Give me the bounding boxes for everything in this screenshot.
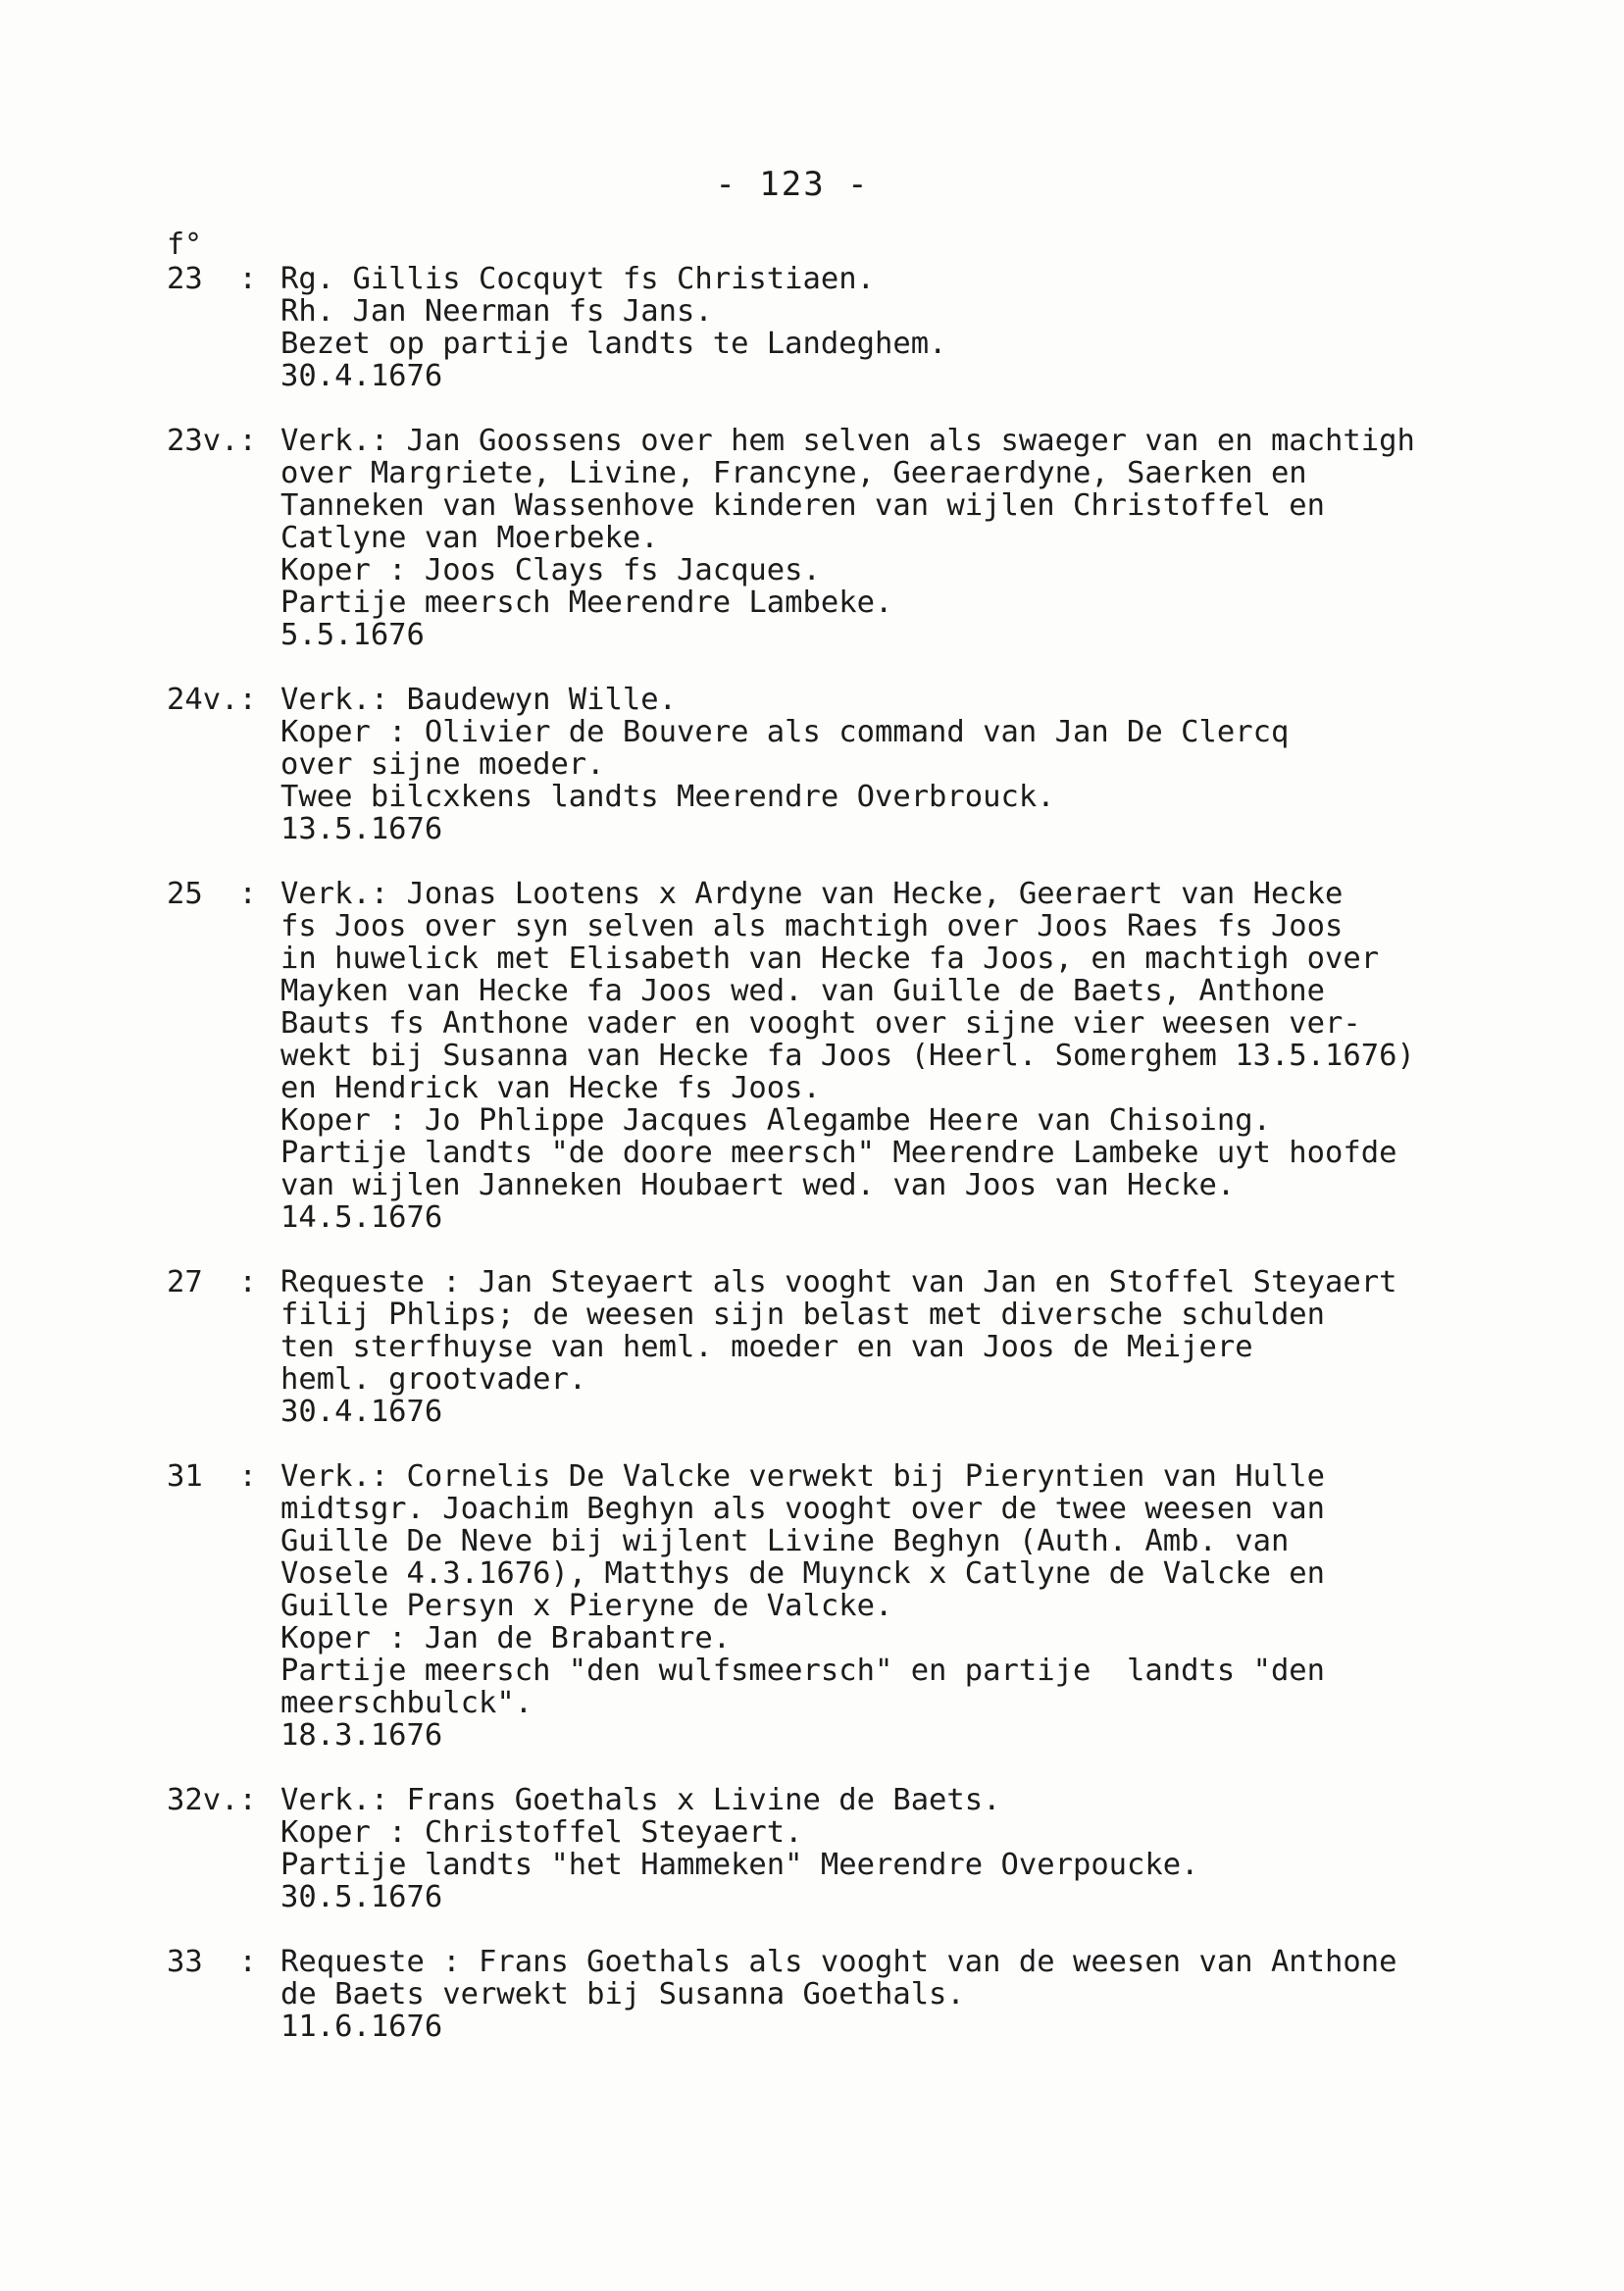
entry-folio-number: 33 : [167,1945,257,1979]
entry-body [280,1266,1546,1428]
entry-folio-number: 27 : [167,1265,257,1299]
register-entry [0,684,1624,845]
entry-text-line: Partije landts "het Hammeken" Meerendre Overpoucke. [280,1848,1199,1882]
register-entry [0,425,1624,651]
entry-text-line: Guille De Neve bij wijlent Livine Beghyn (Auth. Amb. van [280,1524,1290,1558]
entry-text-line: fs Joos over syn selven als machtigh over Joos Raes fs Joos [280,909,1344,943]
register-entry [0,1460,1624,1752]
register-entries [0,263,1624,2075]
entry-text-line: Requeste : Frans Goethals als vooght van de weesen van Anthone [280,1945,1397,1979]
entry-text-line: Mayken van Hecke fa Joos wed. van Guille de Baets, Anthone [280,974,1326,1008]
entry-body [280,425,1546,651]
entry-text-line: in huwelick met Elisabeth van Hecke fa Joos, en machtigh over [280,942,1380,976]
entry-text-line: de Baets verwekt bij Susanna Goethals. [280,1977,965,2011]
entry-text-line: wekt bij Susanna van Hecke fa Joos (Heerl. Somerghem 13.5.1676) [280,1039,1415,1073]
entry-text-line: Koper : Christoffel Steyaert. [280,1815,803,1850]
entry-text-line: Verk.: Baudewyn Wille. [280,683,677,717]
entry-body [280,1460,1546,1752]
register-entry [0,878,1624,1234]
entry-text-line: van wijlen Janneken Houbaert wed. van Joos van Hecke. [280,1168,1236,1202]
entry-text-line: over sijne moeder. [280,747,605,782]
entry-text-line: ten sterfhuyse van heml. moeder en van Joos de Meijere [280,1330,1253,1364]
entry-text-line: Partije meersch "den wulfsmeersch" en partije landts "den [280,1654,1326,1688]
entry-text-line: Bauts fs Anthone vader en vooght over sijne vier weesen ver- [280,1006,1361,1041]
entry-text-line: Twee bilcxkens landts Meerendre Overbrouck. [280,780,1055,814]
entry-text-line: Verk.: Frans Goethals x Livine de Baets. [280,1783,1001,1817]
entry-text-line: Verk.: Jan Goossens over hem selven als swaeger van en machtigh [280,424,1415,458]
entry-folio-number: 23 : [167,262,257,296]
entry-folio-number: 31 : [167,1459,257,1494]
entry-folio-number: 32v.: [167,1783,257,1817]
entry-text-line: Koper : Jo Phlippe Jacques Alegambe Heere van Chisoing. [280,1103,1271,1138]
entry-text-line: Verk.: Jonas Lootens x Ardyne van Hecke, Geeraert van Hecke [280,877,1344,911]
page-number: - 123 - [715,165,870,204]
entry-body [280,1946,1546,2043]
entry-text-line: Requeste : Jan Steyaert als vooght van Jan en Stoffel Steyaert [280,1265,1397,1299]
entry-body [280,878,1546,1234]
entry-text-line: Partije landts "de doore meersch" Meerendre Lambeke uyt hoofde [280,1136,1397,1170]
entry-text-line: Partije meersch Meerendre Lambeke. [280,585,893,620]
entry-text-line: 30.5.1676 [280,1880,443,1914]
entry-body [280,684,1546,845]
entry-text-line: 11.6.1676 [280,2010,443,2044]
entry-text-line: 14.5.1676 [280,1200,443,1235]
entry-text-line: Rg. Gillis Cocquyt fs Christiaen. [280,262,875,296]
entry-text-line: Koper : Jan de Brabantre. [280,1621,732,1655]
entry-text-line: midtsgr. Joachim Beghyn als vooght over de twee weesen van [280,1492,1326,1526]
entry-text-line: en Hendrick van Hecke fs Joos. [280,1071,821,1105]
entry-text-line: heml. grootvader. [280,1362,587,1397]
entry-text-line: Catlyne van Moerbeke. [280,521,659,555]
entry-text-line: Bezet op partije landts te Landeghem. [280,327,947,361]
register-entry [0,1266,1624,1428]
entry-text-line: 30.4.1676 [280,359,443,393]
entry-text-line: Guille Persyn x Pieryne de Valcke. [280,1589,893,1623]
entry-text-line: 13.5.1676 [280,812,443,846]
entry-text-line: Koper : Olivier de Bouvere als command van Jan De Clercq [280,715,1290,749]
entry-text-line: 5.5.1676 [280,618,425,652]
register-entry [0,1946,1624,2043]
entry-text-line: Koper : Joos Clays fs Jacques. [280,553,821,587]
entry-text-line: over Margriete, Livine, Francyne, Geeraerdyne, Saerken en [280,456,1307,490]
entry-text-line: Vosele 4.3.1676), Matthys de Muynck x Catlyne de Valcke en [280,1556,1326,1591]
entry-body [280,263,1546,392]
register-entry [0,1784,1624,1913]
entry-folio-number: 25 : [167,877,257,911]
entry-text-line: Tanneken van Wassenhove kinderen van wijlen Christoffel en [280,488,1326,523]
entry-folio-number: 24v.: [167,683,257,717]
entry-body [280,1784,1546,1913]
entry-folio-number: 23v.: [167,424,257,458]
entry-text-line: meerschbulck". [280,1686,533,1720]
register-entry [0,263,1624,392]
folio-column-header: f° [167,228,203,262]
entry-text-line: 30.4.1676 [280,1395,443,1429]
entry-text-line: 18.3.1676 [280,1718,443,1753]
entry-text-line: Rh. Jan Neerman fs Jans. [280,294,713,329]
entry-text-line: filij Phlips; de weesen sijn belast met diversche schulden [280,1298,1326,1332]
entry-text-line: Verk.: Cornelis De Valcke verwekt bij Pieryntien van Hulle [280,1459,1326,1494]
